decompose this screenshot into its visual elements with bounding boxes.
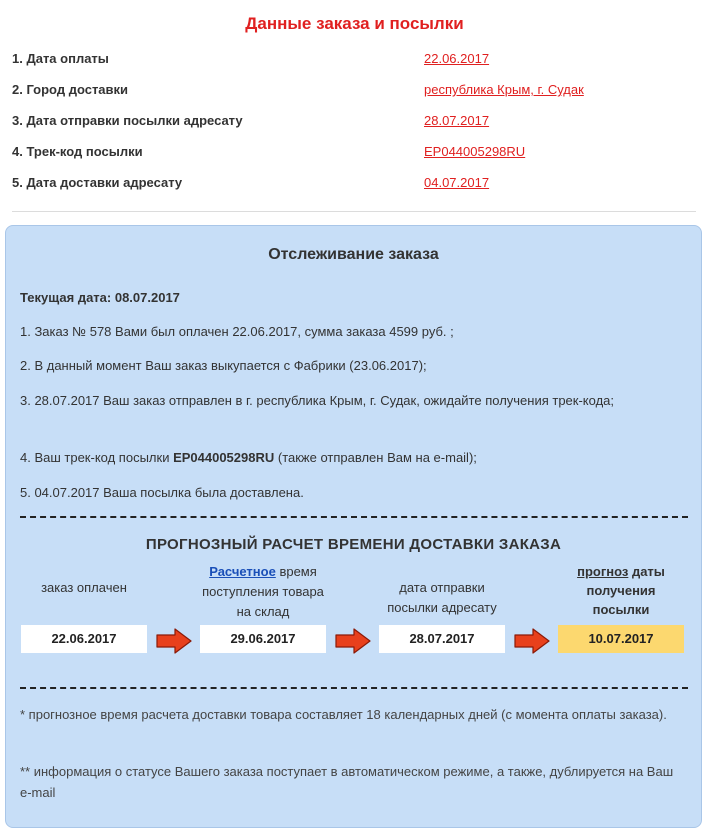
shipping-date-link[interactable]: 28.07.2017	[424, 113, 490, 128]
order-row-delivered-date	[12, 171, 696, 195]
date-box-warehouse: 29.06.2017	[200, 625, 326, 653]
date-box-forecast: 10.07.2017	[558, 625, 684, 653]
caption-forecast-rest: даты получения посылки	[586, 564, 665, 617]
dashed-divider-top	[20, 516, 688, 518]
order-row-payment-date	[12, 47, 696, 71]
track-code-link[interactable]: EP044005298RU	[424, 144, 526, 159]
order-row-track-code	[12, 140, 696, 164]
tracking-step-5: 5. 04.07.2017 Ваша посылка была доставлена.	[20, 485, 304, 500]
date-box-shipping: 28.07.2017	[379, 625, 505, 653]
payment-date-label: 1. Дата оплаты	[12, 51, 109, 66]
arrow-right-icon	[156, 628, 192, 654]
footnote-forecast-time: * прогнозное время расчета доставки товара составляет 18 календарных дней (с момента оплаты заказа).	[20, 707, 667, 722]
current-date: Текущая дата: 08.07.2017	[20, 290, 180, 305]
shipping-date-label: 3. Дата отправки посылки адресату	[12, 113, 243, 128]
date-box-paid: 22.06.2017	[21, 625, 147, 653]
caption-shipping-date: дата отправки посылки адресату	[387, 580, 497, 615]
order-section-title: Данные заказа и посылки	[245, 14, 464, 33]
caption-forecast	[558, 562, 684, 619]
section-divider	[12, 211, 696, 212]
tracking-panel	[5, 225, 702, 828]
delivered-date-link[interactable]: 04.07.2017	[424, 175, 490, 190]
step-4-prefix: 4. Ваш трек-код посылки	[20, 450, 174, 465]
payment-date-link[interactable]: 22.06.2017	[424, 51, 490, 66]
tracking-step-3: 3. 28.07.2017 Ваш заказ отправлен в г. республика Крым, г. Судак, ожидайте получения трек-кода;	[20, 393, 615, 408]
forecast-underlined: прогноз	[577, 564, 629, 579]
order-row-delivery-city	[12, 78, 696, 102]
tracking-step-2: 2. В данный момент Ваш заказ выкупается с Фабрики (23.06.2017);	[20, 358, 427, 373]
dashed-divider-bottom	[20, 687, 688, 689]
caption-warehouse-rest: время поступления товара на склад	[202, 564, 324, 619]
caption-warehouse-arrival	[200, 562, 326, 622]
arrow-right-icon	[335, 628, 371, 654]
delivered-date-label: 5. Дата доставки адресату	[12, 175, 183, 190]
delivery-city-label: 2. Город доставки	[12, 82, 129, 97]
tracking-title: Отслеживание заказа	[268, 246, 439, 263]
delivery-city-link[interactable]: республика Крым, г. Судак	[424, 82, 584, 97]
tracking-step-1: 1. Заказ № 578 Вами был оплачен 22.06.2017, сумма заказа 4599 руб. ;	[20, 324, 454, 339]
tracking-step-4	[20, 447, 670, 468]
order-row-shipping-date	[12, 109, 696, 133]
step-4-track-code: EP044005298RU	[173, 450, 275, 465]
caption-order-paid: заказ оплачен	[41, 580, 127, 595]
forecast-title: ПРОГНОЗНЫЙ РАСЧЕТ ВРЕМЕНИ ДОСТАВКИ ЗАКАЗА	[145, 536, 562, 553]
arrow-right-icon	[514, 628, 550, 654]
estimated-link[interactable]: Расчетное	[209, 564, 276, 579]
track-code-label: 4. Трек-код посылки	[12, 144, 143, 159]
step-4-suffix: (также отправлен Вам на e-mail);	[274, 450, 477, 465]
footnote-status-info: ** информация о статусе Вашего заказа поступает в автоматическом режиме, а также, дублируется на Ваш e-mail	[20, 764, 674, 800]
